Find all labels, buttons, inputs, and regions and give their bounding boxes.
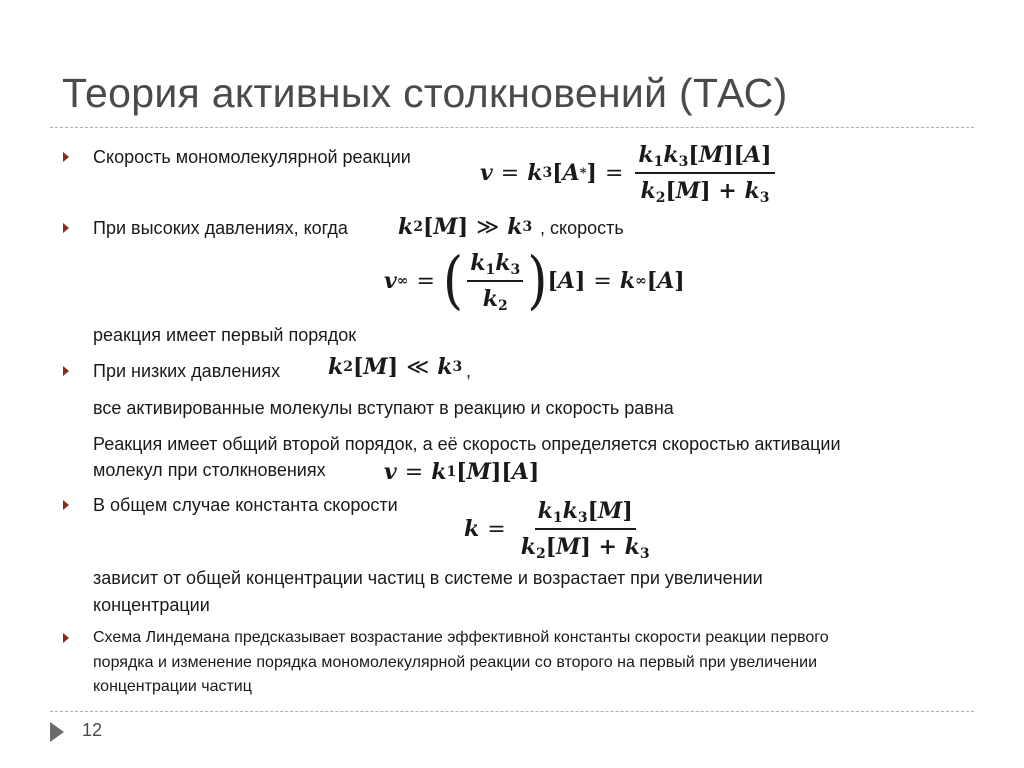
triangle-bullet-icon xyxy=(63,366,69,376)
bullet-3-text: При низких давлениях xyxy=(93,361,281,381)
bullet-2-text: При высоких давлениях, когда xyxy=(93,218,348,238)
bullet-3-line-4: молекул при столкновениях xyxy=(93,460,326,480)
formula-low-pressure-condition: k 2 [ M ] ≪ k 3 xyxy=(328,354,463,380)
play-triangle-icon xyxy=(50,722,64,742)
slide-title: Теория активных столкновений (ТАС) xyxy=(62,70,788,116)
bullet-2-note: реакция имеет первый порядок xyxy=(93,325,357,345)
page-number: 12 xyxy=(82,720,103,740)
triangle-bullet-icon xyxy=(63,633,69,643)
formula-rate-low-pressure: v = k 1 [ M ][ A ] xyxy=(384,459,540,485)
bullet-3-line-3: Реакция имеет общий второй порядок, а её скорость определяется скоростью активации xyxy=(93,434,841,454)
bullet-1-text: Скорость мономолекулярной реакции xyxy=(93,147,411,167)
formula-high-pressure-condition: k 2 [ M ] ≫ k 3 xyxy=(398,214,533,240)
formula-rate-constant-general: k = $\frac{k_1k_3[M]}{k_2[M] + k_3}$ xyxy=(464,498,650,562)
triangle-bullet-icon xyxy=(63,500,69,510)
bullet-5-line-1: Схема Линдемана предсказывает возрастание эффективной константы скорости реакции первого xyxy=(93,629,829,646)
bullet-4-text: В общем случае константа скорости xyxy=(93,495,398,515)
title-divider xyxy=(50,127,974,128)
bullet-2-suffix: , скорость xyxy=(540,218,624,238)
bullet-5-line-2: порядка и изменение порядка мономолекулярной реакции со второго на первый при увеличении xyxy=(93,654,818,671)
bullet-3-line-2: все активированные молекулы вступают в реакцию и скорость равна xyxy=(93,398,674,418)
bullet-4-line-3: концентрации xyxy=(93,595,210,615)
bullet-4-line-2: зависит от общей концентрации частиц в системе и возрастает при увеличении xyxy=(93,568,763,588)
formula-rate-high-pressure: v ∞ = ( $\frac{k_1k_3}{k_2}$ ) [ A ] = k ∞ [ A ] xyxy=(384,245,685,317)
formula-rate-monomolecular: v = k 3 [ A * ] = $\frac{k_1k_3[M][A]}{k_2[M] + k_3}$ xyxy=(480,140,779,206)
bullet-5-line-3: концентрации частиц xyxy=(93,678,252,695)
bullet-3-suffix: , xyxy=(466,361,472,381)
triangle-bullet-icon xyxy=(63,223,69,233)
footer-divider xyxy=(50,711,974,712)
triangle-bullet-icon xyxy=(63,152,69,162)
